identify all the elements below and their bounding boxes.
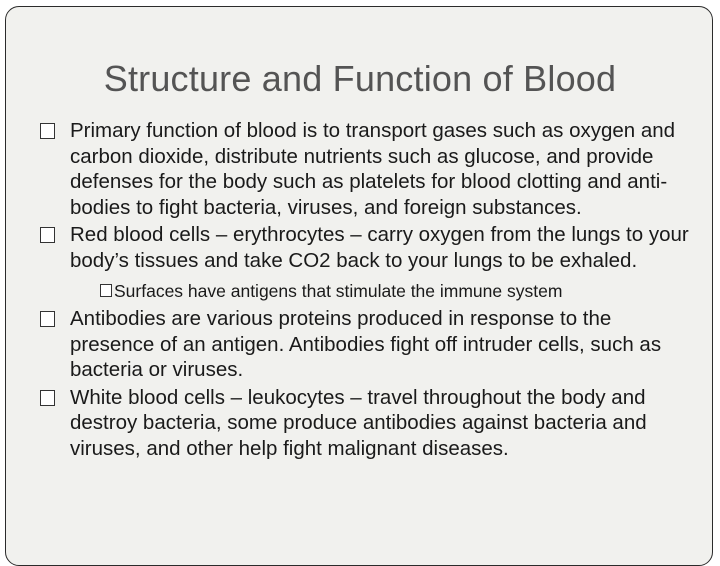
bullet-text: White blood cells – leukocytes – travel throughout the body and destroy bacteria, some produce antibodies against bacteria and viruses, and other help fight malignant diseases. <box>70 385 647 460</box>
slide-title: Structure and Function of Blood <box>103 58 617 99</box>
bullet-text: Primary function of blood is to transport gases such as oxygen and carbon dioxide, distribute nutrients such as glucose, and provide defenses for the body such as platelets for blood clotting and anti-bodies to fight bacteria, viruses, and foreign substances. <box>70 119 676 219</box>
slide-body <box>40 118 700 461</box>
bullet-red-blood-cells <box>40 222 700 273</box>
bullet-primary-function <box>40 118 700 220</box>
bullet-antibodies <box>40 306 700 383</box>
sub-bullet-box-icon <box>100 284 112 297</box>
bullet-box-icon <box>40 123 55 139</box>
bullet-box-icon <box>40 390 55 406</box>
bullet-white-blood-cells <box>40 385 700 462</box>
sub-bullet-antigens <box>40 280 700 302</box>
bullet-text: Red blood cells – erythrocytes – carry oxygen from the lungs to your body’s tissues and take CO2 back to your lungs to be exhaled. <box>70 223 689 272</box>
bullet-text: Antibodies are various proteins produced in response to the presence of an antigen. Antibodies fight off intruder cells, such as bacteria or viruses. <box>70 307 662 381</box>
sub-bullet-text: Surfaces have antigens that stimulate the immune system <box>114 281 563 301</box>
bullet-box-icon <box>40 227 55 243</box>
bullet-box-icon <box>40 311 55 327</box>
